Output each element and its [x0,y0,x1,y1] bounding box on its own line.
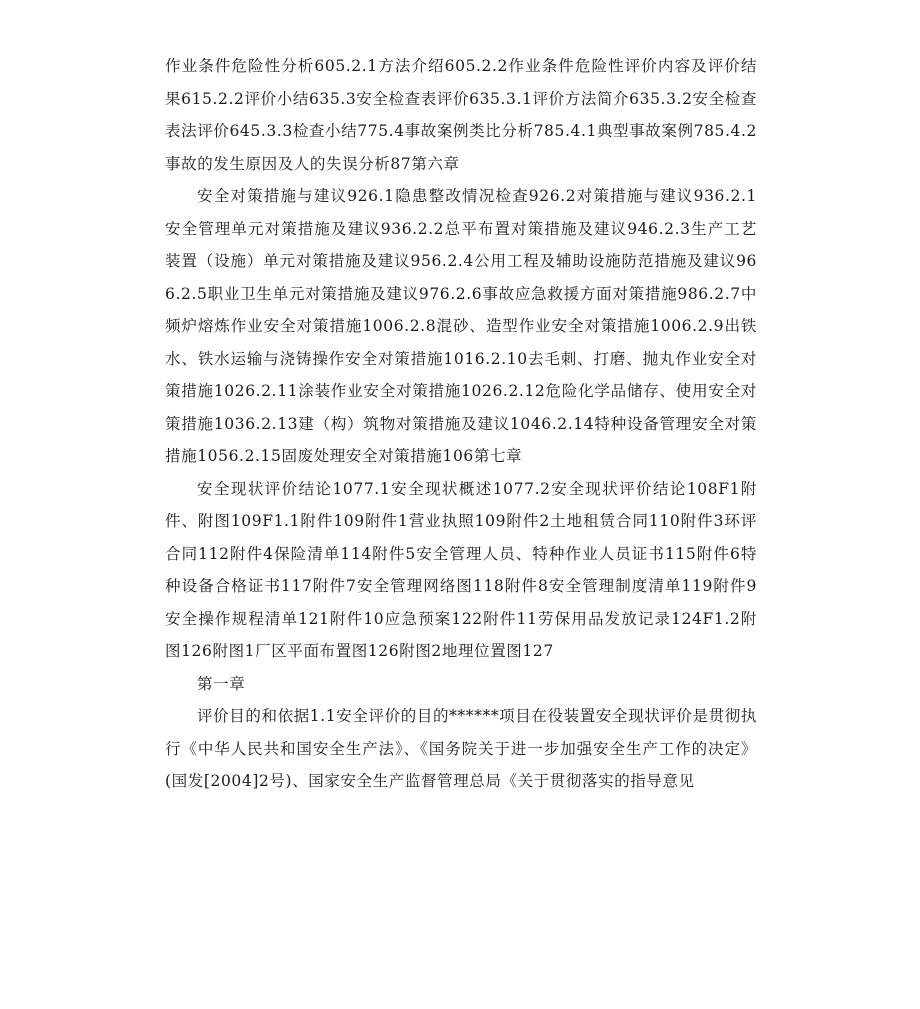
document-page [165,50,757,798]
toc-paragraph-chapter-7: 安全现状评价结论1077.1安全现状概述1077.2安全现状评价结论108F1附件、附图109F1.1附件109附件1营业执照109附件2土地租赁合同110附件3环评合同112附件4保险清单114附件5安全管理人员、特种作业人员证书115附件6特种设备合格证书117附件7安全管理网络图118附件8安全管理制度清单119附件9安全操作规程清单121附件10应急预案122附件11劳保用品发放记录124F1.2附图126附图1厂区平面布置图126附图2地理位置图127 [165,479,757,660]
body-paragraph: 评价目的和依据1.1安全评价的目的******项目在役装置安全现状评价是贯彻执行《中华人民共和国安全生产法》、《国务院关于进一步加强安全生产工作的决定》(国发[2004]2号)、国家安全生产监督管理总局《关于贯彻落实的指导意见 [165,707,757,790]
chapter-heading: 第一章 [197,674,246,693]
toc-paragraph-chapter-6: 安全对策措施与建议926.1隐患整改情况检查926.2对策措施与建议936.2.1安全管理单元对策措施及建议936.2.2总平布置对策措施及建议946.2.3生产工艺装置（设施）单元对策措施及建议956.2.4公用工程及辅助设施防范措施及建议966.2.5职业卫生单元对策措施及建议976.2.6事故应急救援方面对策措施986.2.7中频炉熔炼作业安全对策措施1006.2.8混砂、造型作业安全对策措施1006.2.9出铁水、铁水运输与浇铸操作安全对策措施1016.2.10去毛刺、打磨、抛丸作业安全对策措施1026.2.11涂装作业安全对策措施1026.2.12危险化学品储存、使用安全对策措施1036.2.13建（构）筑物对策措施及建议1046.2.14特种设备管理安全对策措施1056.2.15固废处理安全对策措施106第七章 [165,187,757,465]
toc-paragraph-chapter-5: 作业条件危险性分析605.2.1方法介绍605.2.2作业条件危险性评价内容及评价结果615.2.2评价小结635.3安全检查表评价635.3.1评价方法简介635.3.2安全检查表法评价645.3.3检查小结775.4事故案例类比分析785.4.1典型事故案例785.4.2事故的发生原因及人的失误分析87第六章 [165,57,757,173]
